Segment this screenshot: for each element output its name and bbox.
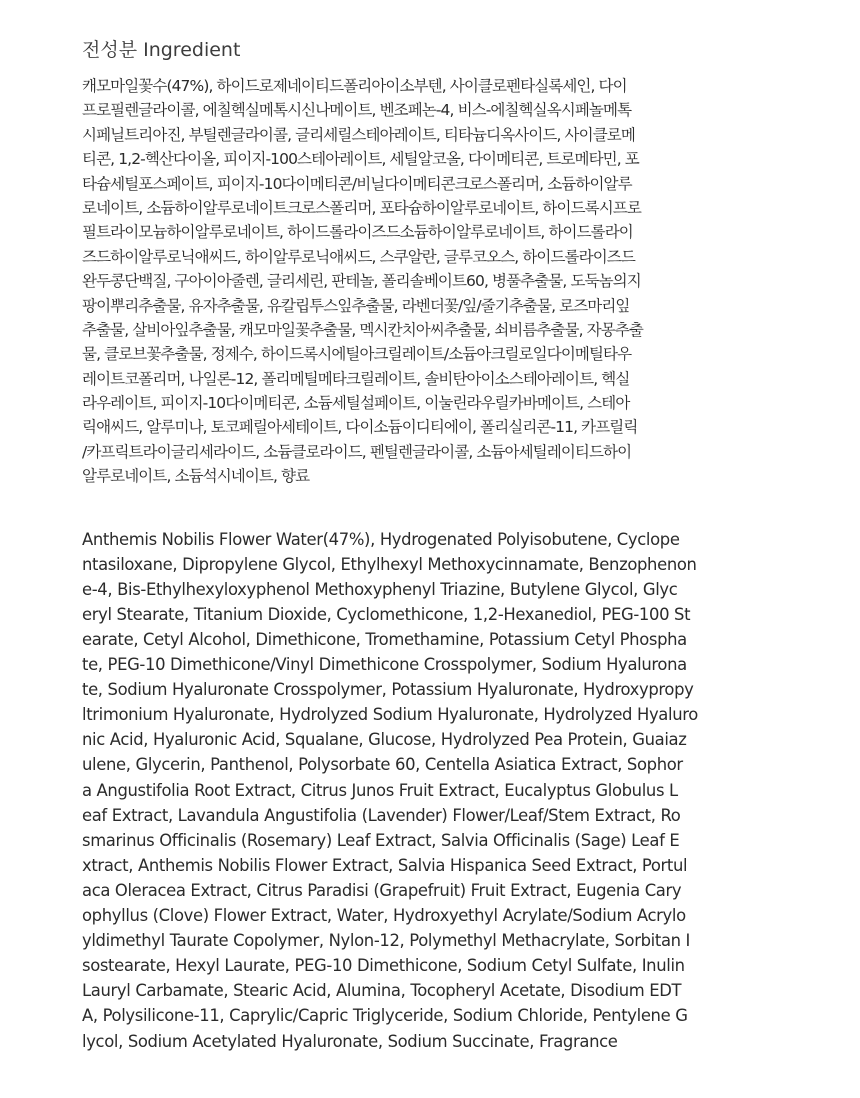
english-ingredient-line: eryl Stearate, Titanium Dioxide, Cyclomethicone, 1,2-Hexanediol, PEG-100 St: [82, 604, 691, 624]
korean-ingredient-line: 레이트코폴리머, 나일론-12, 폴리메틸메타크릴레이트, 솔비탄아이소스테아레이트, 헥실: [82, 369, 630, 388]
english-ingredient-line: smarinus Officinalis (Rosemary) Leaf Extract, Salvia Officinalis (Sage) Leaf E: [82, 830, 680, 850]
korean-ingredient-line: 즈드하이알루로닉애씨드, 하이알루로닉애씨드, 스쿠알란, 글루코오스, 하이드롤라이즈드: [82, 247, 635, 266]
english-ingredient-line: te, PEG-10 Dimethicone/Vinyl Dimethicone Crosspolymer, Sodium Hyalurona: [82, 655, 687, 675]
english-ingredient-line: A, Polysilicone-11, Caprylic/Capric Triglyceride, Sodium Chloride, Pentylene G: [82, 1006, 688, 1026]
english-ingredient-line: ltrimonium Hyaluronate, Hydrolyzed Sodium Hyaluronate, Hydrolyzed Hyaluro: [82, 705, 698, 725]
korean-ingredient-line: 캐모마일꽃수(47%), 하이드로제네이티드폴리아이소부텐, 사이클로펜타실록세인, 다이: [82, 77, 627, 95]
korean-ingredient-line: /카프릭트라이글리세라이드, 소듐클로라이드, 펜틸렌글라이콜, 소듐아세틸레이티드하이: [82, 442, 632, 461]
korean-ingredient-line: 완두콩단백질, 구아이아줄렌, 글리세린, 판테놀, 폴리솔베이트60, 병풀추출물, 도둑놈의지: [82, 272, 641, 291]
korean-ingredient-line: 시페닐트리아진, 부틸렌글라이콜, 글리세릴스테아레이트, 티타늄디옥사이드, 사이클로메: [82, 125, 635, 144]
korean-ingredient-line: 티콘, 1,2-헥산다이올, 피이지-100스테아레이트, 세틸알코올, 다이메티콘, 트로메타민, 포: [82, 150, 639, 169]
english-ingredient-line: eaf Extract, Lavandula Angustifolia (Lavender) Flower/Leaf/Stem Extract, Ro: [82, 805, 681, 825]
korean-ingredient-line: 라우레이트, 피이지-10다이메티콘, 소듐세틸설페이트, 이눌린라우릴카바메이트, 스테아: [82, 394, 630, 413]
korean-ingredient-line: 팡이뿌리추출물, 유자추출물, 유칼립투스잎추출물, 라벤더꽃/잎/줄기추출물, 로즈마리잎: [82, 296, 630, 315]
english-ingredient-line: ophyllus (Clove) Flower Extract, Water, Hydroxyethyl Acrylate/Sodium Acrylo: [82, 906, 686, 926]
english-ingredient-line: lycol, Sodium Acetylated Hyaluronate, Sodium Succinate, Fragrance: [82, 1031, 618, 1051]
english-ingredient-line: xtract, Anthemis Nobilis Flower Extract, Salvia Hispanica Seed Extract, Portul: [82, 855, 688, 875]
english-ingredient-list: [82, 527, 788, 1054]
korean-ingredient-line: 프로필렌글라이콜, 에칠헥실메톡시신나메이트, 벤조페논-4, 비스-에칠헥실옥시페놀메톡: [82, 101, 632, 120]
korean-ingredient-list: [82, 74, 788, 489]
english-ingredient-line: aca Oleracea Extract, Citrus Paradisi (Grapefruit) Fruit Extract, Eugenia Cary: [82, 880, 682, 900]
english-ingredient-line: te, Sodium Hyaluronate Crosspolymer, Potassium Hyaluronate, Hydroxypropy: [82, 680, 694, 700]
ingredient-heading: 전성분 Ingredient: [82, 39, 241, 61]
section-spacer: [82, 489, 788, 527]
ingredient-document: [82, 36, 788, 1054]
english-ingredient-line: sostearate, Hexyl Laurate, PEG-10 Dimethicone, Sodium Cetyl Sulfate, Inulin: [82, 956, 685, 976]
english-ingredient-line: earate, Cetyl Alcohol, Dimethicone, Tromethamine, Potassium Cetyl Phospha: [82, 630, 687, 650]
korean-ingredient-line: 릭애씨드, 알루미나, 토코페릴아세테이트, 다이소듐이디티에이, 폴리실리콘-11, 카프릴릭: [82, 418, 638, 437]
english-ingredient-line: e-4, Bis-Ethylhexyloxyphenol Methoxyphenyl Triazine, Butylene Glycol, Glyc: [82, 579, 678, 599]
english-ingredient-line: Anthemis Nobilis Flower Water(47%), Hydrogenated Polyisobutene, Cyclope: [82, 529, 680, 549]
english-ingredient-line: nic Acid, Hyaluronic Acid, Squalane, Glucose, Hydrolyzed Pea Protein, Guaiaz: [82, 730, 687, 750]
korean-ingredient-line: 물, 클로브꽃추출물, 정제수, 하이드록시에틸아크릴레이트/소듐아크릴로일다이메틸타우: [82, 345, 632, 364]
korean-ingredient-line: 알루로네이트, 소듐석시네이트, 향료: [82, 467, 310, 486]
english-ingredient-line: yldimethyl Taurate Copolymer, Nylon-12, Polymethyl Methacrylate, Sorbitan I: [82, 931, 691, 951]
english-ingredient-line: a Angustifolia Root Extract, Citrus Junos Fruit Extract, Eucalyptus Globulus L: [82, 780, 678, 800]
korean-ingredient-line: 추출물, 살비아잎추출물, 캐모마일꽃추출물, 멕시칸치아씨추출물, 쇠비름추출물, 자몽추출: [82, 320, 643, 339]
korean-ingredient-line: 로네이트, 소듐하이알루로네이트크로스폴리머, 포타슘하이알루로네이트, 하이드록시프로: [82, 198, 641, 217]
korean-ingredient-line: 타슘세틸포스페이트, 피이지-10다이메티콘/비닐다이메티콘크로스폴리머, 소듐하이알루: [82, 174, 632, 193]
korean-ingredient-line: 필트라이모늄하이알루로네이트, 하이드롤라이즈드소듐하이알루로네이트, 하이드롤라이: [82, 223, 633, 242]
english-ingredient-line: ntasiloxane, Dipropylene Glycol, Ethylhexyl Methoxycinnamate, Benzophenon: [82, 554, 697, 574]
english-ingredient-line: ulene, Glycerin, Panthenol, Polysorbate 60, Centella Asiatica Extract, Sophor: [82, 755, 683, 775]
english-ingredient-line: Lauryl Carbamate, Stearic Acid, Alumina, Tocopheryl Acetate, Disodium EDT: [82, 981, 682, 1001]
